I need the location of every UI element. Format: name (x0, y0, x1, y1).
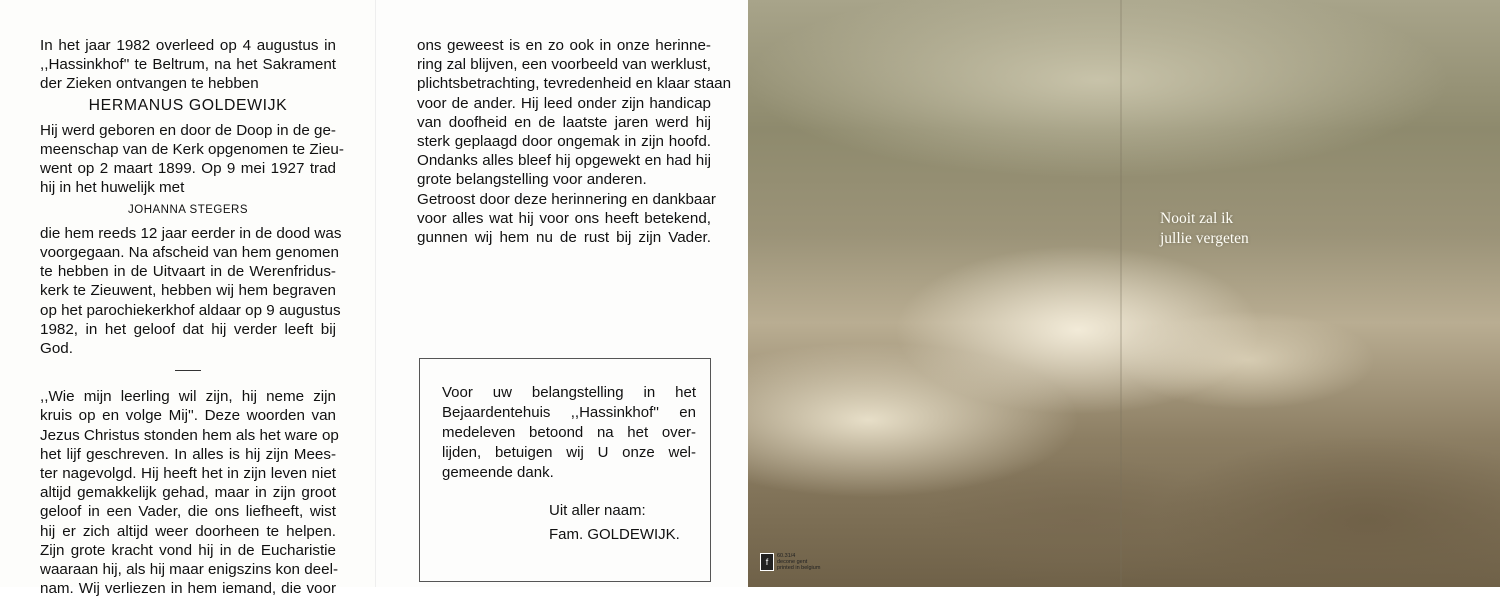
text-line: waaraan hij, als hij maar enigszins kon deel- (40, 561, 338, 579)
text-line: Jezus Christus stonden hem als het ware op (40, 426, 339, 444)
signature-name: Fam. GOLDEWIJK. (549, 526, 680, 543)
text-line: der Zieken ontvangen te hebben (40, 75, 259, 93)
thanks-text (442, 383, 696, 483)
text-line: geloof in een Vader, die ons liefheeft, wist (40, 503, 336, 521)
text-line: die hem reeds 12 jaar eerder in de dood was (40, 224, 342, 242)
text-line: ter nagevolgd. Hij heeft het in zijn leven niet (40, 465, 336, 483)
text-line: gunnen wij hem nu de rust bij zijn Vader. (417, 229, 711, 247)
text-line: altijd gemakkelijk gehad, maar in zijn groot (40, 484, 336, 502)
text-line: Ondanks alles bleef hij opgewekt en had hij (417, 152, 711, 170)
quote-line: jullie vergeten (1160, 230, 1249, 247)
text-line: God. (40, 340, 73, 358)
text-line: hij in het huwelijk met (40, 179, 185, 197)
publisher-origin: printed in belgium (777, 565, 821, 571)
text-line: Bejaardentehuis ,,Hassinkhof'' en (442, 404, 696, 421)
text-line: went op 2 maart 1899. Op 9 mei 1927 trad (40, 160, 336, 178)
card-fold-line (1120, 0, 1122, 587)
text-line: Getroost door deze herinnering en dankbaar (417, 190, 716, 208)
text-line: gemeende dank. (442, 464, 554, 481)
deceased-name: HERMANUS GOLDEWIJK (88, 96, 288, 114)
quote-line: Nooit zal ik (1160, 210, 1234, 227)
cover-quote (1160, 209, 1249, 249)
text-line: kerk te Zieuwent, hebben wij hem begraven (40, 282, 336, 300)
text-line: voorgegaan. Na afscheid van hem genomen (40, 244, 339, 262)
section-divider (175, 370, 201, 371)
text-line: ,,Hassinkhof'' te Beltrum, na het Sakrament (40, 56, 336, 74)
text-line: lijden, betuigen wij U onze wel- (442, 444, 696, 461)
text-line: 1982, in het geloof dat hij verder leeft bij (40, 320, 336, 338)
obituary-column-left (40, 36, 344, 598)
family-signature (549, 501, 709, 545)
text-line: het lijf geschreven. In alles is hij zijn Mees- (40, 445, 336, 463)
obituary-column-middle (417, 36, 732, 247)
publisher-code: 60.31/4 (777, 553, 796, 559)
text-line: meenschap van de Kerk opgenomen te Zieu- (40, 141, 344, 159)
text-line: Voor uw belangstelling in het (442, 384, 696, 401)
text-line: kruis op en volge Mij''. Deze woorden van (40, 407, 336, 425)
text-line: ,,Wie mijn leerling wil zijn, hij neme zijn (40, 388, 336, 406)
text-line: nam. Wij verliezen in hem iemand, die voor (40, 580, 336, 598)
text-line: Hij werd geboren en door de Doop in de ge- (40, 121, 336, 139)
text-line: ring zal blijven, een voorbeeld van werklust, (417, 56, 711, 74)
text-line: Zijn grote kracht vond hij in de Eucharistie (40, 541, 336, 559)
text-line: sterk geplaagd door ongemak in zijn hoofd. (417, 133, 711, 151)
spouse-name: JOHANNA STEGERS (128, 203, 248, 216)
text-line: medeleven betoond na het over- (442, 424, 696, 441)
signature-line: Uit aller naam: (549, 502, 646, 519)
text-line: van doofheid en de laatste jaren werd hij (417, 113, 711, 131)
text-line: plichtsbetrachting, tevredenheid en klaar staan (417, 75, 732, 93)
text-line: In het jaar 1982 overleed op 4 augustus in (40, 37, 336, 54)
text-line: voor alles wat hij voor ons heeft betekend, (417, 209, 711, 227)
text-line: grote belangstelling voor anderen. (417, 171, 647, 189)
cover-photo (748, 0, 1500, 587)
left-page (0, 0, 375, 598)
publisher-name: decone gent (777, 559, 808, 565)
publisher-mark (760, 553, 820, 571)
publisher-logo-icon: f (760, 553, 774, 571)
text-line: te hebben in de Uitvaart in de Werenfridus- (40, 263, 336, 281)
middle-page (375, 0, 749, 587)
thanks-box (419, 358, 711, 582)
text-line: voor de ander. Hij leed onder zijn handicap (417, 94, 711, 112)
publisher-text (777, 553, 820, 571)
text-line: ons geweest is en zo ook in onze herinne- (417, 37, 711, 54)
text-line: op het parochiekerkhof aldaar op 9 augustus (40, 301, 341, 319)
text-line: hij er zich altijd weer doorheen te helpen. (40, 522, 336, 540)
